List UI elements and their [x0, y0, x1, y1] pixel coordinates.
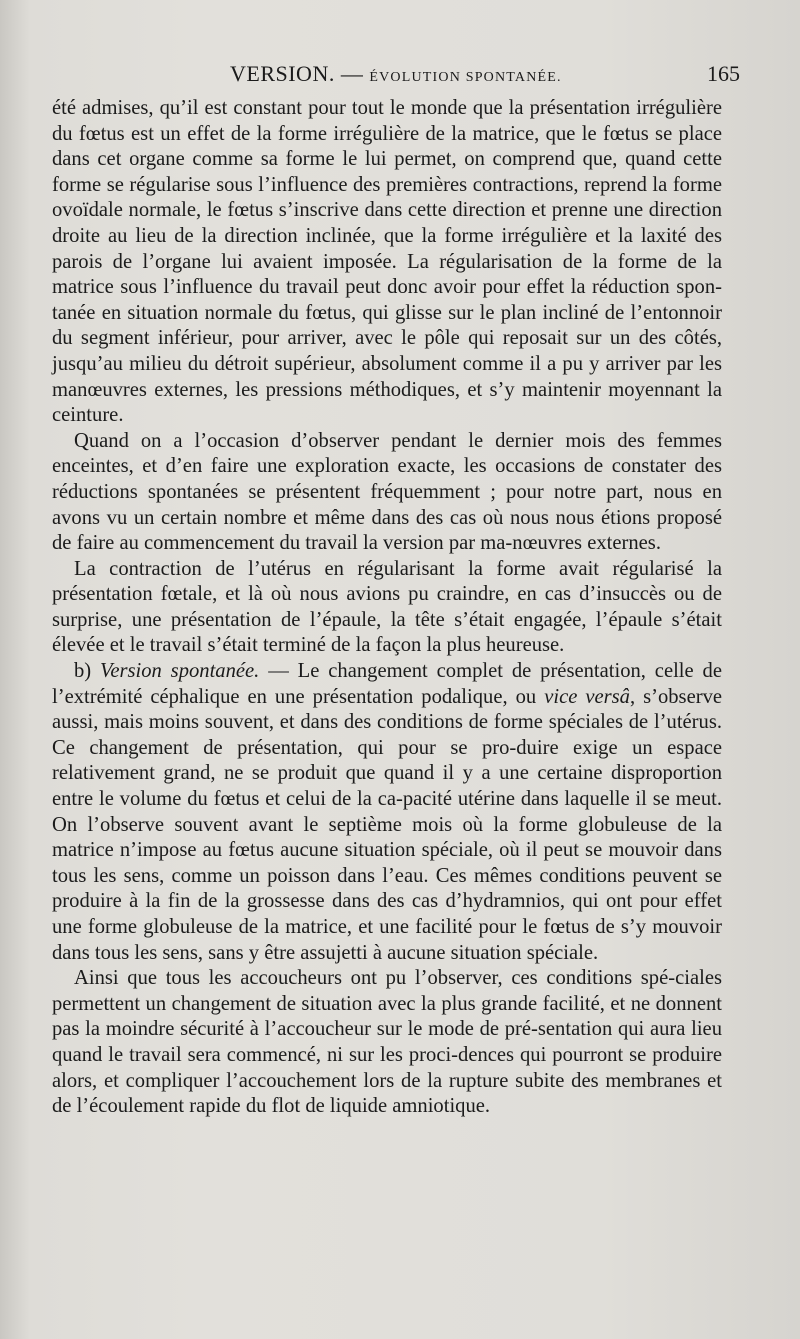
- running-header: [52, 61, 740, 87]
- header-subtitle: ÉVOLUTION SPONTANÉE.: [369, 70, 562, 85]
- running-title: [230, 61, 562, 87]
- header-title: VERSION.: [230, 61, 335, 86]
- page-number: 165: [707, 61, 740, 86]
- paragraph-4-text-b: , s’observe aussi, mais moins souvent, et dans des conditions de forme spéciales de l’utérus. Ce changement de présentation, qui pour se pro-duire exige un espace relativement grand, ne se produit que quand il y a une certaine disproportion entre le volume du fœtus et celui de la ca-pacité utérine dans laquelle il se meut. On l’observe souvent avant le septième mois où la forme globuleuse de la matrice n’impose au fœtus aucune situation spéciale, où il peut se mouvoir dans tous les sens, comme un poisson dans l’eau. Ces mêmes conditions peuvent se produire à la fin de la grossesse dans des cas d’hydramnios, qui ont pour effet une forme globuleuse de la matrice, et une facilité pour le fœtus de s’y mouvoir dans tous les sens, sans y être assujetti à aucune situation spéciale.: [52, 685, 723, 964]
- paragraph-5: Ainsi que tous les accoucheurs ont pu l’observer, ces conditions spé-ciales permettent un changement de situation avec la plus grande facilité, et ne donnent pas la moindre sécurité à l’accoucheur sur le mode de pré-sentation qui aura lieu quand le travail sera commencé, ni sur les proci-dences qui pourront se produire alors, et compliquer l’accouchement lors de la rupture subite des membranes et de l’écoulement rapide du flot de liquide amniotique.: [52, 967, 722, 1118]
- section-letter: b): [74, 660, 101, 683]
- header-separator: —: [340, 61, 364, 86]
- paragraph-4: [52, 659, 722, 966]
- body-text: [52, 96, 722, 1120]
- section-heading: Version spontanée.: [100, 660, 260, 683]
- paragraph-4-text-a: — Le changement complet de présentation, celle de l’extrémité céphalique en une présentation podalique, ou: [52, 660, 722, 708]
- paragraph-3: La contraction de l’utérus en régularisant la forme avait régularisé la présentation fœtale, et là où nous avions pu craindre, en cas d’insuccès ou de surprise, une présentation de l’épaule, la tête s’était engagée, l’épaule s’était élevée et le travail s’était terminé de la façon la plus heureuse.: [52, 557, 722, 657]
- paragraph-1: été admises, qu’il est constant pour tout le monde que la présentation irrégulière du fœtus est un effet de la forme irrégulière de la matrice, que le fœtus se place dans cet organe comme sa forme le lui permet, on comprend que, quand cette forme se régularise sous l’influence des premières contractions, reprend la forme ovoïdale normale, le fœtus s’inscrive dans cette direction et prenne une direction droite au lieu de la direction inclinée, que la forme irrégulière et la laxité des parois de l’organe lui avaient imposée. La régularisation de la forme de la matrice sous l’influence du travail peut donc avoir pour effet la réduction spon-tanée en situation normale du fœtus, qui glisse sur le plan incliné de l’entonnoir du segment inférieur, pour arriver, avec le pôle qui reposait sur un des côtés, jusqu’au milieu du détroit supérieur, absolument comme il a pu y arriver par les manœuvres externes, les pressions méthodiques, et s’y maintenir moyennant la ceinture.: [52, 97, 722, 427]
- italic-phrase: vice versâ: [544, 685, 630, 708]
- paragraph-2: Quand on a l’occasion d’observer pendant le dernier mois des femmes enceintes, et d’en faire une exploration exacte, les occasions de constater des réductions spontanées se présentent fréquemment ; pour notre part, nous en avons vu un certain nombre et même dans des cas où nous nous étions proposé de faire au commencement du travail la version par ma-nœuvres externes.: [52, 429, 722, 555]
